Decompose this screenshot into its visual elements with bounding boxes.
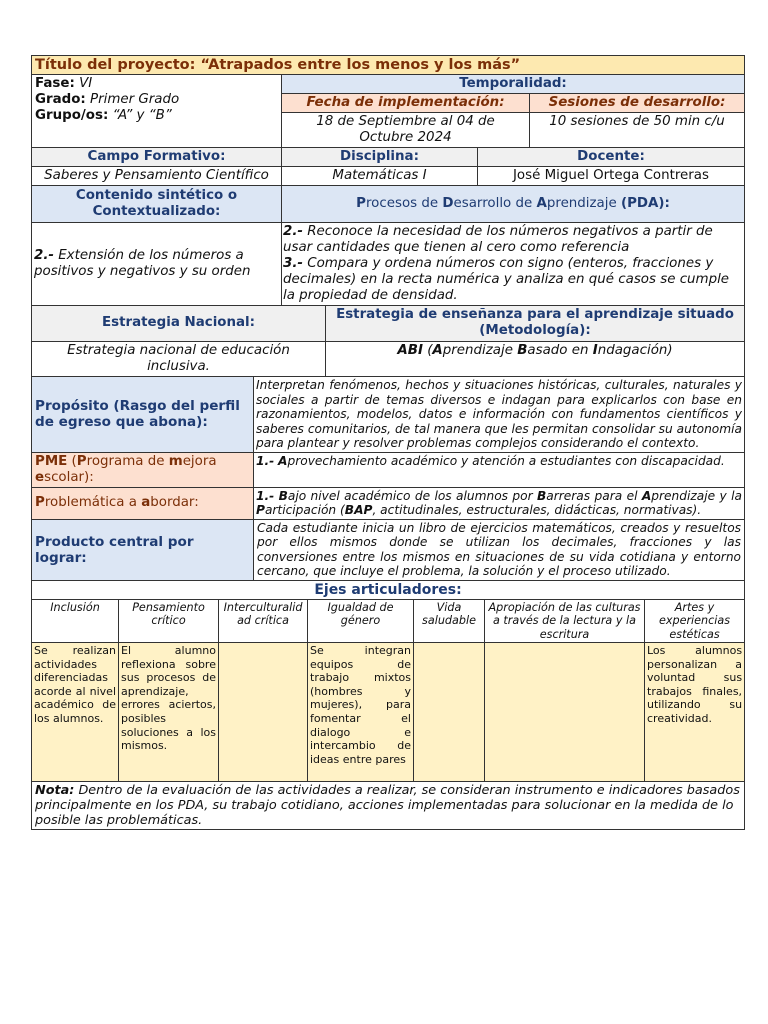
pda-label: Procesos de Desarrollo de Aprendizaje (PDA): [282, 186, 745, 222]
grupo-value: “A” y “B” [112, 108, 172, 123]
contenido-label: Contenido sintético o Contextualizado: [32, 186, 282, 222]
grado-value: Primer Grado [90, 92, 180, 107]
eje-header: Interculturalid ad crítica [219, 599, 308, 643]
eje-header: Pensamiento crítico [119, 599, 219, 643]
problematica-value: 1.- Bajo nivel académico de los alumnos por Barreras para el Aprendizaje y la Participación (BAP, actitudinales, estructurales, didácticas, normativas). [254, 487, 745, 519]
proposito-value: Interpretan fenómenos, hechos y situaciones históricas, culturales, naturales y sociales a partir de temas diversos e indagan para explicarlos con base en razonamientos, modelos, datos e información con fundamentos científicos y saberes comunitarios, de tal manera que les permitan consolidar su autonomía para plantear y resolver problemas complejos considerando el contexto. [254, 377, 745, 452]
campo-table [31, 148, 745, 186]
eje-header: Inclusión [32, 599, 119, 643]
estrategia-nacional-label: Estrategia Nacional: [32, 306, 326, 342]
ejes-body-row [32, 643, 745, 782]
campo-label: Campo Formativo: [32, 148, 282, 167]
disciplina-label: Disciplina: [282, 148, 478, 167]
eje-header: Igualdad de género [308, 599, 414, 643]
pme-label: PME (Programa de mejora escolar): [32, 452, 254, 487]
fecha-value: 18 de Septiembre al 04 de Octubre 2024 [282, 113, 530, 148]
header-table [31, 55, 745, 148]
problematica-label: Problemática a abordar: [32, 487, 254, 519]
eje-cell: Se integran equipos de trabajo mixtos (hombres y mujeres), para fomentar el dialogo e intercambio de ideas entre pares [308, 643, 414, 782]
eje-header: Apropiación de las culturas a través de la lectura y la escritura [485, 599, 645, 643]
nota: Nota: Dentro de la evaluación de las actividades a realizar, se consideran instrumento e indicadores basados principalmente en los PDA, su trabajo cotidiano, acciones implementadas para solucionar en la medida de lo posible las problemáticas. [32, 782, 745, 830]
pda-value: 2.- Reconoce la necesidad de los números negativos a partir de usar cantidades que tienen al cero como referencia 3.- Compara y ordena números con signo (enteros, fracciones y decimales) en la recta numérica y analiza en qué casos se cumple la propiedad de densidad. [282, 222, 745, 305]
temporalidad-label: Temporalidad: [282, 75, 745, 94]
fase-grado-grupo [32, 75, 282, 148]
proposito-table [31, 377, 745, 581]
metodologia-label: Estrategia de enseñanza para el aprendizaje situado (Metodología): [326, 306, 745, 342]
grado-label: Grado: [35, 92, 86, 107]
title-row [32, 56, 745, 75]
eje-cell [219, 643, 308, 782]
producto-label: Producto central por lograr: [32, 519, 254, 580]
docente-label: Docente: [478, 148, 745, 167]
grupo-label: Grupo/os: [35, 108, 109, 123]
project-title: Título del proyecto: “Atrapados entre los menos y los más” [32, 56, 745, 75]
planeacion-document [31, 55, 744, 830]
sesiones-label: Sesiones de desarrollo: [530, 94, 745, 113]
estrategia-table [31, 306, 745, 378]
metodologia-value: ABI (Aprendizaje Basado en Indagación) [326, 342, 745, 377]
eje-cell: El alumno reflexiona sobre sus procesos de aprendizaje, errores aciertos, posibles soluciones a los mismos. [119, 643, 219, 782]
proposito-label: Propósito (Rasgo del perfil de egreso que abona): [32, 377, 254, 452]
fase-label: Fase: [35, 76, 75, 91]
contenido-value: 2.- Extensión de los números a positivos y negativos y su orden [32, 222, 282, 305]
estrategia-nacional-value: Estrategia nacional de educación inclusiva. [32, 342, 326, 377]
eje-cell [485, 643, 645, 782]
sesiones-value: 10 sesiones de 50 min c/u [530, 113, 745, 148]
disciplina-value: Matemáticas I [282, 167, 478, 186]
eje-header: Vida saludable [414, 599, 485, 643]
docente-value: José Miguel Ortega Contreras [478, 167, 745, 186]
eje-cell: Se realizan actividades diferenciadas acorde al nivel académico de los alumnos. [32, 643, 119, 782]
eje-cell: Los alumnos personalizan a voluntad sus trabajos finales, utilizando su creatividad. [645, 643, 745, 782]
ejes-header-row [32, 599, 745, 643]
producto-value: Cada estudiante inicia un libro de ejercicios matemáticos, creados y resueltos por ellos mismos donde se utilizan los decimales, fracciones y las conversiones entre los mismos en situaciones de su vida cotidiana y entorno cercano, que incluye el problema, la solución y el proceso utilizado. [254, 519, 745, 580]
ejes-table [31, 581, 745, 831]
fecha-label: Fecha de implementación: [282, 94, 530, 113]
contenido-table [31, 186, 745, 306]
pme-value: 1.- Aprovechamiento académico y atención a estudiantes con discapacidad. [254, 452, 745, 487]
campo-value: Saberes y Pensamiento Científico [32, 167, 282, 186]
fase-value: VI [79, 76, 93, 91]
eje-cell [414, 643, 485, 782]
ejes-label: Ejes articuladores: [32, 581, 745, 600]
eje-header: Artes y experiencias estéticas [645, 599, 745, 643]
